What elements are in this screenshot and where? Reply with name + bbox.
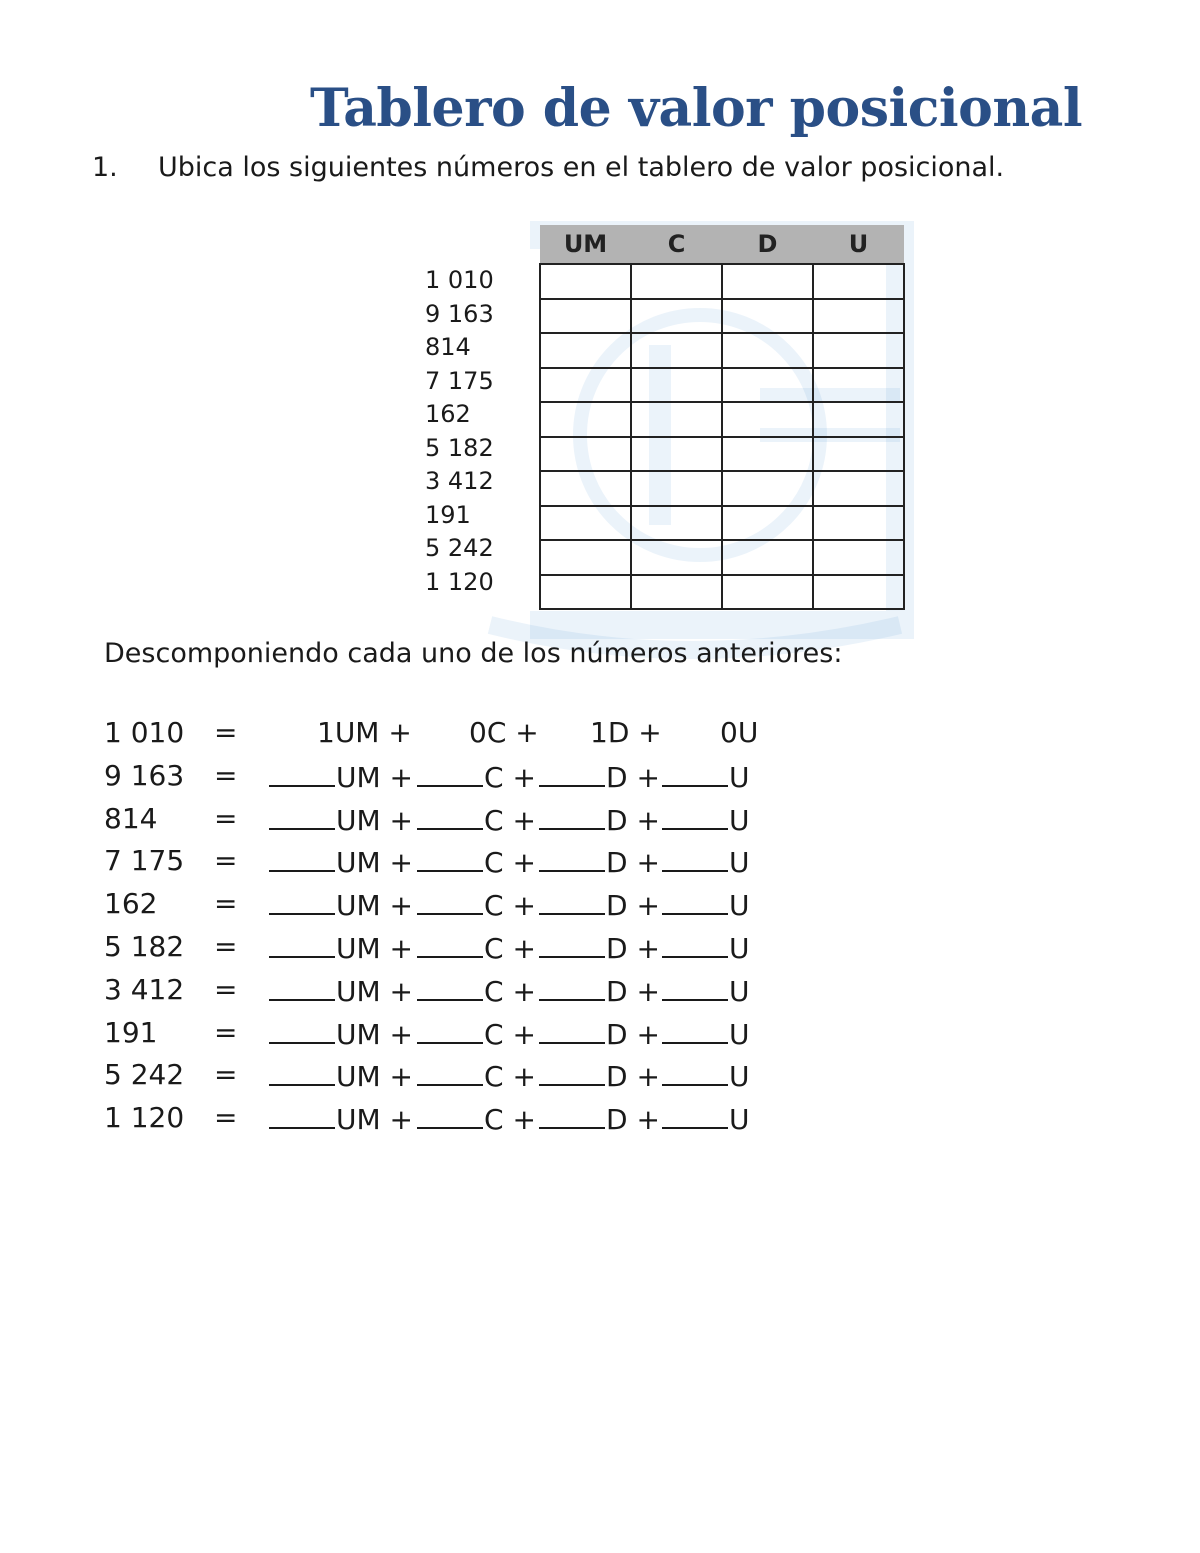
place-suffix: D + [606, 931, 660, 965]
blank-u[interactable] [662, 755, 750, 799]
cell-c[interactable] [631, 575, 722, 610]
list-item: 7 175 [425, 366, 494, 395]
instruction-number: 1. [92, 152, 118, 183]
answer-line[interactable] [269, 840, 335, 872]
blank-c[interactable] [417, 1097, 536, 1141]
blank-um[interactable] [269, 798, 413, 842]
place-suffix: C + [484, 974, 536, 1008]
list-item: 3 412 [425, 467, 494, 495]
blank-u[interactable] [662, 840, 750, 884]
blank-um[interactable] [269, 840, 413, 884]
instruction-text: Ubica los siguientes números en el tablero de valor posicional. [158, 152, 1005, 183]
place-suffix: C + [484, 760, 536, 794]
answer-line[interactable] [417, 969, 483, 1001]
answer-line[interactable] [269, 883, 335, 915]
answer-line[interactable] [539, 1054, 605, 1086]
place-suffix: U [729, 760, 750, 794]
equals-sign: = [214, 716, 238, 749]
equals-sign: = [214, 1058, 238, 1092]
cell-d[interactable] [722, 402, 813, 437]
list-item: 5 242 [425, 534, 494, 562]
blank-um[interactable] [269, 926, 413, 970]
answer-line[interactable] [417, 1054, 483, 1086]
place-suffix: C + [484, 889, 536, 923]
equals-sign: = [214, 1101, 238, 1135]
answer-line[interactable] [417, 840, 483, 872]
blank-u[interactable] [662, 1012, 750, 1056]
answer-line[interactable] [662, 1097, 728, 1129]
answer-line[interactable] [662, 840, 728, 872]
blank-um[interactable] [269, 755, 413, 799]
blank-u[interactable] [662, 969, 750, 1013]
blank-d[interactable] [539, 798, 660, 842]
list-item: 191 [425, 500, 471, 529]
place-suffix: UM + [336, 931, 414, 965]
blank-c[interactable] [417, 755, 536, 799]
answer-line[interactable] [269, 798, 335, 830]
cell-c[interactable] [631, 402, 722, 437]
place-suffix: U [729, 931, 750, 965]
list-item: 5 182 [425, 433, 494, 462]
table-row [527, 333, 904, 368]
page-title: Tablero de valor posicional [310, 78, 1083, 139]
blank-um[interactable] [269, 1097, 413, 1141]
cell-c[interactable] [631, 333, 722, 368]
place-suffix: UM + [336, 760, 414, 794]
cell-c[interactable] [631, 437, 722, 472]
cell-u[interactable] [813, 471, 904, 506]
answer-line[interactable] [539, 755, 605, 787]
place-suffix: D + [606, 803, 660, 837]
row-number: 1 010 [104, 716, 185, 749]
part-u: 0U [720, 716, 759, 749]
answer-line[interactable] [417, 755, 483, 787]
row-number: 1 120 [104, 1101, 185, 1135]
cell-um[interactable] [540, 437, 631, 472]
cell-u[interactable] [813, 506, 904, 541]
row-number: 5 182 [104, 929, 185, 963]
place-suffix: D + [606, 974, 660, 1008]
blank-c[interactable] [417, 840, 536, 884]
blank-c[interactable] [417, 926, 536, 970]
cell-c[interactable] [631, 506, 722, 541]
cell-d[interactable] [722, 471, 813, 506]
cell-d[interactable] [722, 299, 813, 334]
place-suffix: C + [484, 1060, 536, 1094]
cell-um[interactable] [540, 540, 631, 575]
answer-line[interactable] [417, 1012, 483, 1044]
blank-d[interactable] [539, 1054, 660, 1098]
table-row [527, 575, 904, 610]
place-suffix: C + [484, 803, 536, 837]
place-suffix: U [729, 974, 750, 1008]
cell-um[interactable] [540, 471, 631, 506]
cell-c[interactable] [631, 264, 722, 299]
place-suffix: D + [606, 1103, 660, 1137]
place-suffix: UM + [336, 1103, 414, 1137]
cell-um[interactable] [540, 402, 631, 437]
place-suffix: D + [606, 1060, 660, 1094]
cell-u[interactable] [813, 437, 904, 472]
blank-um[interactable] [269, 969, 413, 1013]
place-suffix: UM + [336, 1060, 414, 1094]
place-suffix: D + [606, 1017, 660, 1051]
answer-line[interactable] [269, 926, 335, 958]
answer-line[interactable] [539, 1097, 605, 1129]
number-list [425, 264, 494, 599]
blank-d[interactable] [539, 1012, 660, 1056]
blank-u[interactable] [662, 798, 750, 842]
place-suffix: C + [484, 1103, 536, 1137]
row-number: 9 163 [104, 758, 185, 792]
answer-line[interactable] [539, 883, 605, 915]
place-value-table [527, 225, 905, 610]
blank-c[interactable] [417, 1054, 536, 1098]
blank-u[interactable] [662, 1097, 750, 1141]
table-row [527, 368, 904, 403]
row-number: 3 412 [104, 972, 185, 1006]
answer-line[interactable] [662, 1054, 728, 1086]
list-item: 9 163 [425, 299, 494, 328]
place-suffix: U [729, 889, 750, 923]
header-u: U [813, 225, 904, 264]
cell-d[interactable] [722, 368, 813, 403]
answer-line[interactable] [539, 1012, 605, 1044]
cell-u[interactable] [813, 402, 904, 437]
cell-um[interactable] [540, 575, 631, 610]
decomposition-heading: Descomponiendo cada uno de los números anteriores: [104, 638, 843, 669]
blank-u[interactable] [662, 1054, 750, 1098]
answer-line[interactable] [539, 798, 605, 830]
blank-c[interactable] [417, 969, 536, 1013]
part-um: 1UM + [317, 716, 412, 749]
answer-line[interactable] [417, 883, 483, 915]
row-number: 191 [104, 1015, 158, 1049]
table-row [527, 506, 904, 541]
cell-d[interactable] [722, 506, 813, 541]
place-suffix: U [729, 1017, 750, 1051]
place-suffix: UM + [336, 1017, 414, 1051]
blank-d[interactable] [539, 926, 660, 970]
answer-line[interactable] [539, 926, 605, 958]
cell-um[interactable] [540, 264, 631, 299]
blank-um[interactable] [269, 1012, 413, 1056]
place-suffix: U [729, 846, 750, 880]
answer-line[interactable] [539, 840, 605, 872]
answer-line[interactable] [269, 969, 335, 1001]
blank-d[interactable] [539, 840, 660, 884]
answer-line[interactable] [662, 755, 728, 787]
cell-d[interactable] [722, 333, 813, 368]
answer-line[interactable] [662, 926, 728, 958]
equals-sign: = [214, 844, 238, 878]
row-number: 162 [104, 887, 158, 921]
place-suffix: U [729, 803, 750, 837]
blank-d[interactable] [539, 883, 660, 927]
cell-um[interactable] [540, 333, 631, 368]
blank-um[interactable] [269, 1054, 413, 1098]
cell-um[interactable] [540, 299, 631, 334]
equals-sign: = [214, 758, 238, 792]
cell-u[interactable] [813, 264, 904, 299]
table-body [527, 264, 904, 609]
row-number: 7 175 [104, 844, 185, 878]
answer-line[interactable] [662, 1012, 728, 1044]
table-row [527, 402, 904, 437]
cell-um[interactable] [540, 368, 631, 403]
row-number: 814 [104, 801, 158, 835]
blank-um[interactable] [269, 883, 413, 927]
blank-u[interactable] [662, 926, 750, 970]
header-d: D [722, 225, 813, 264]
cell-u[interactable] [813, 540, 904, 575]
answer-line[interactable] [662, 883, 728, 915]
blank-c[interactable] [417, 798, 536, 842]
equals-sign: = [214, 929, 238, 963]
answer-line[interactable] [269, 1054, 335, 1086]
place-suffix: UM + [336, 846, 414, 880]
header-um: UM [540, 225, 631, 264]
cell-d[interactable] [722, 264, 813, 299]
cell-c[interactable] [631, 471, 722, 506]
equals-sign: = [214, 1015, 238, 1049]
table-header-row [527, 225, 904, 264]
answer-line[interactable] [417, 926, 483, 958]
place-suffix: D + [606, 846, 660, 880]
cell-u[interactable] [813, 299, 904, 334]
cell-u[interactable] [813, 368, 904, 403]
place-suffix: U [729, 1103, 750, 1137]
cell-d[interactable] [722, 437, 813, 472]
list-item: 814 [425, 333, 471, 361]
cell-c[interactable] [631, 368, 722, 403]
place-suffix: D + [606, 889, 660, 923]
place-suffix: UM + [336, 974, 414, 1008]
header-c: C [631, 225, 722, 264]
place-suffix: UM + [336, 889, 414, 923]
answer-line[interactable] [662, 798, 728, 830]
cell-c[interactable] [631, 540, 722, 575]
answer-line[interactable] [417, 1097, 483, 1129]
cell-d[interactable] [722, 575, 813, 610]
list-item: 1 010 [425, 266, 494, 294]
table-row [527, 299, 904, 334]
answer-line[interactable] [269, 1012, 335, 1044]
row-number: 5 242 [104, 1058, 185, 1092]
part-c: 0C + [469, 716, 539, 749]
place-suffix: C + [484, 1017, 536, 1051]
blank-c[interactable] [417, 1012, 536, 1056]
place-suffix: C + [484, 931, 536, 965]
cell-um[interactable] [540, 506, 631, 541]
place-suffix: UM + [336, 803, 414, 837]
table-row [527, 264, 904, 299]
blank-d[interactable] [539, 1097, 660, 1141]
equals-sign: = [214, 887, 238, 921]
answer-line[interactable] [417, 798, 483, 830]
blank-c[interactable] [417, 883, 536, 927]
answer-line[interactable] [269, 1097, 335, 1129]
answer-line[interactable] [662, 969, 728, 1001]
list-item: 162 [425, 400, 471, 428]
table-row [527, 437, 904, 472]
equals-sign: = [214, 801, 238, 835]
place-suffix: U [729, 1060, 750, 1094]
cell-c[interactable] [631, 299, 722, 334]
place-suffix: C + [484, 846, 536, 880]
blank-d[interactable] [539, 969, 660, 1013]
blank-d[interactable] [539, 755, 660, 799]
table-row [527, 540, 904, 575]
cell-d[interactable] [722, 540, 813, 575]
part-d: 1D + [590, 716, 662, 749]
table-row [527, 471, 904, 506]
list-item: 1 120 [425, 567, 494, 596]
blank-u[interactable] [662, 883, 750, 927]
answer-line[interactable] [539, 969, 605, 1001]
place-suffix: D + [606, 760, 660, 794]
answer-line[interactable] [269, 755, 335, 787]
cell-u[interactable] [813, 333, 904, 368]
cell-u[interactable] [813, 575, 904, 610]
equals-sign: = [214, 972, 238, 1006]
